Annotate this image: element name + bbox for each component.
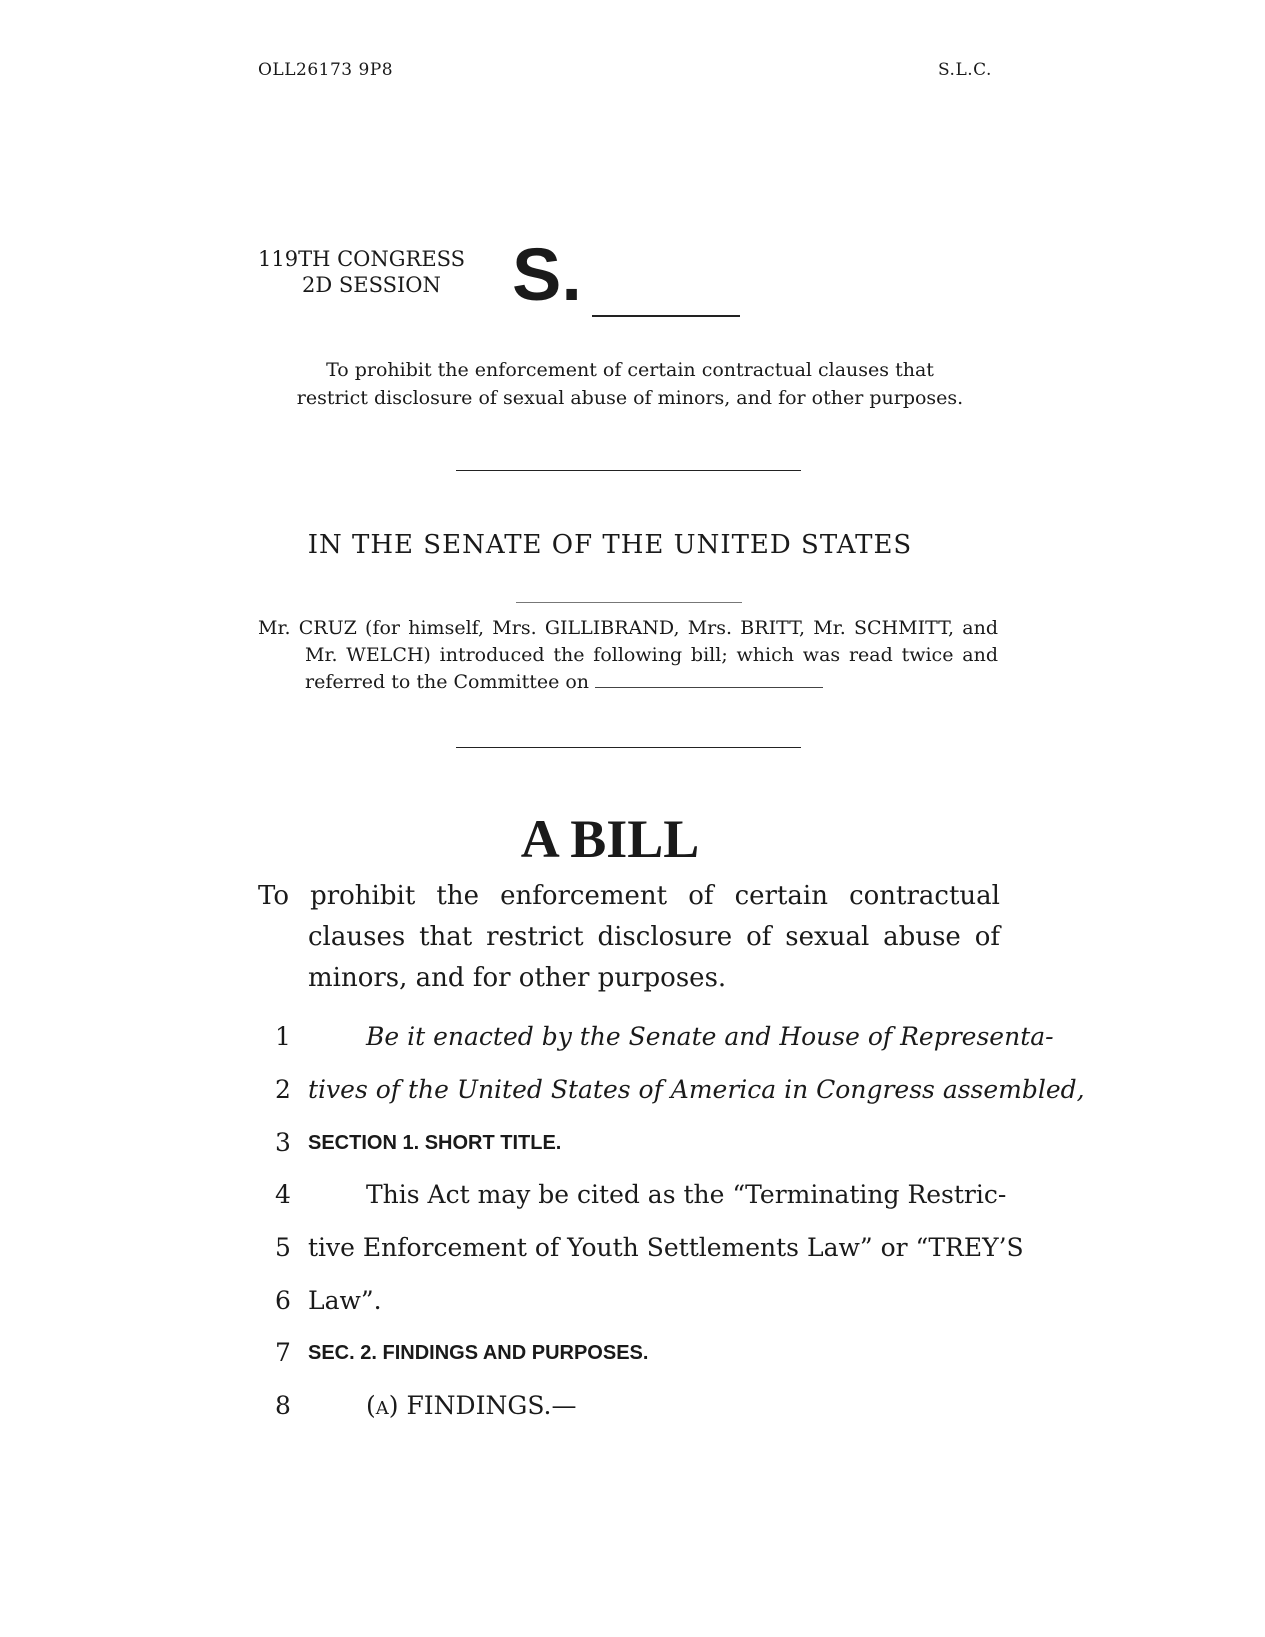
line-number: 7 bbox=[275, 1338, 291, 1367]
bill-number: S. bbox=[512, 233, 582, 316]
line-number: 1 bbox=[275, 1022, 291, 1051]
divider-short bbox=[516, 602, 742, 603]
body-line: Law”. bbox=[308, 1286, 382, 1315]
slc-label: S.L.C. bbox=[938, 60, 992, 80]
short-purpose: To prohibit the enforcement of certain contractual clauses that restrict disclosure of sexual abuse of minors, and for other purposes. bbox=[296, 359, 964, 409]
line-number: 3 bbox=[275, 1128, 291, 1157]
congress-line: 119TH CONGRESS bbox=[258, 247, 466, 271]
introduction-text: Mr. CRUZ (for himself, Mrs. GILLIBRAND, Mrs. BRITT, Mr. SCHMITT, and Mr. WELCH) introduced the following bill; which was read twice and referred to the Committee on bbox=[258, 617, 998, 693]
purpose bbox=[258, 876, 1000, 999]
bill-heading: A BILL bbox=[520, 809, 700, 869]
session-line: 2D SESSION bbox=[302, 273, 441, 297]
section-heading: SEC. 2. FINDINGS AND PURPOSES. bbox=[308, 1342, 649, 1364]
enacting-clause-line: Be it enacted by the Senate and House of Representa- bbox=[366, 1022, 1054, 1051]
body-line: This Act may be cited as the “Terminating Restric- bbox=[366, 1180, 1007, 1209]
congress-session bbox=[258, 246, 465, 298]
line-number: 8 bbox=[275, 1391, 291, 1420]
line-number: 4 bbox=[275, 1180, 291, 1209]
divider bbox=[456, 470, 801, 471]
bill-number-blank bbox=[592, 315, 740, 317]
body-line: tive Enforcement of Youth Settlements Law” or “TREY’S bbox=[308, 1233, 1024, 1262]
senate-heading: IN THE SENATE OF THE UNITED STATES bbox=[307, 530, 913, 560]
enacting-clause-line: tives of the United States of America in Congress assembled, bbox=[308, 1075, 1085, 1104]
divider bbox=[456, 747, 801, 748]
document-id: OLL26173 9P8 bbox=[258, 60, 394, 80]
introduction bbox=[258, 615, 998, 696]
line-number: 6 bbox=[275, 1286, 291, 1315]
line-number: 2 bbox=[275, 1075, 291, 1104]
line-number: 5 bbox=[275, 1233, 291, 1262]
subsection-heading: (a) FINDINGS.— bbox=[366, 1391, 577, 1420]
section-heading: SECTION 1. SHORT TITLE. bbox=[308, 1132, 562, 1154]
purpose-text: To prohibit the enforcement of certain contractual clauses that restrict disclosure of sexual abuse of minors, and for other purposes. bbox=[258, 881, 1000, 993]
committee-blank bbox=[595, 671, 823, 688]
